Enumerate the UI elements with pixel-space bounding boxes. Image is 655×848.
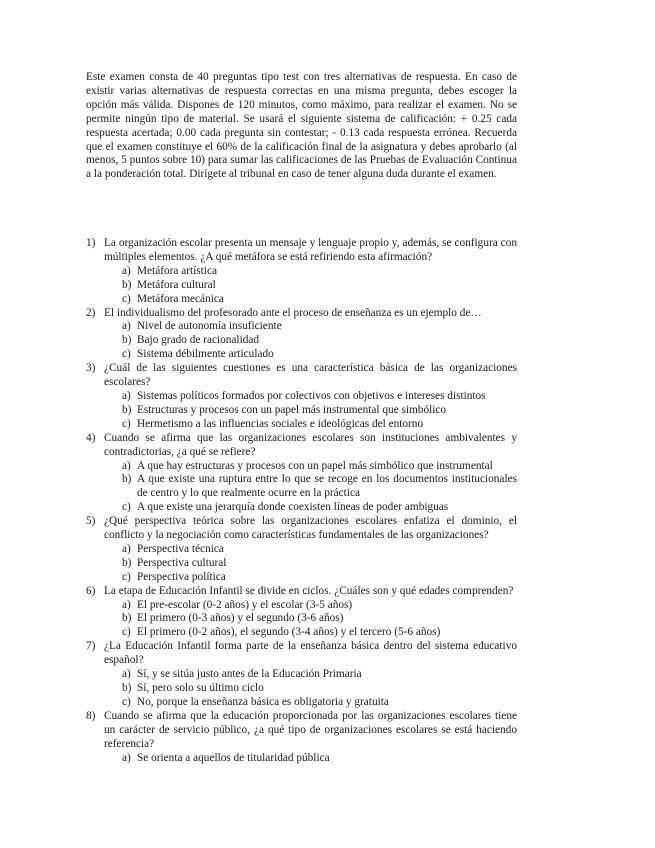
option-label: a) xyxy=(122,264,131,277)
option-text: No, porque la enseñanza básica es obligatoria y gratuita xyxy=(137,695,389,708)
option-text: El primero (0-2 años), el segundo (3-4 años) y el tercero (5-6 años) xyxy=(137,626,441,639)
option-list xyxy=(104,543,517,585)
option-a xyxy=(122,599,517,613)
question-6 xyxy=(86,585,517,641)
option-c xyxy=(122,696,517,710)
option-list xyxy=(104,752,517,766)
option-label: b) xyxy=(122,682,132,694)
option-list xyxy=(104,320,517,362)
option-text: Sistema débilmente articulado xyxy=(137,348,274,361)
option-label: c) xyxy=(122,626,131,639)
option-text: Metáfora mecánica xyxy=(137,292,224,305)
question-5 xyxy=(86,515,517,585)
option-c xyxy=(122,348,517,362)
option-text: Sí, pero solo su último ciclo xyxy=(137,682,264,694)
question-text: La organización escolar presenta un mensaje y lenguaje propio y, además, se configura con múltiples elementos. ¿A qué metáfora se está refiriendo esta afirmación? xyxy=(104,237,517,263)
question-number: 8) xyxy=(86,709,96,722)
option-a xyxy=(122,390,517,404)
question-text: El individualismo del profesorado ante el proceso de enseñanza es un ejemplo de… xyxy=(104,306,482,319)
question-2 xyxy=(86,307,517,363)
question-number: 2) xyxy=(86,306,96,319)
question-text: Cuando se afirma que la educación proporcionada por las organizaciones escolares tiene un carácter de servicio público, ¿a qué tipo de organizaciones escolares se está haciendo referencia? xyxy=(104,709,517,750)
option-label: b) xyxy=(122,556,132,569)
question-8 xyxy=(86,710,517,766)
option-text: El pre-escolar (0-2 años) y el escolar (3-5 años) xyxy=(137,598,353,611)
option-text: Sí, y se sitúa justo antes de la Educación Primaria xyxy=(137,668,362,681)
option-text: Sistemas políticos formados por colectivos con objetivos e intereses distintos xyxy=(137,389,486,402)
option-list xyxy=(104,390,517,432)
option-text: Perspectiva técnica xyxy=(137,542,224,555)
question-text: ¿Cuál de las siguientes cuestiones es una característica básica de las organizaciones escolares? xyxy=(104,362,517,389)
option-b xyxy=(122,557,517,571)
question-text: La etapa de Educación Infantil se divide en ciclos. ¿Cuáles son y qué edades comprenden? xyxy=(104,584,514,597)
question-1 xyxy=(86,237,517,307)
question-text: ¿Qué perspectiva teórica sobre las organizaciones escolares enfatiza el dominio, el conflicto y la negociación como características fundamentales de las organizaciones? xyxy=(104,515,517,542)
option-a xyxy=(122,460,517,474)
option-b xyxy=(122,334,517,348)
option-list xyxy=(104,460,517,516)
option-text: A que existe una ruptura entre lo que se recoge en los documentos institucionales de centro y lo que realmente ocurre en la práctica xyxy=(137,473,517,500)
option-c xyxy=(122,293,517,307)
option-text: Bajo grado de racionalidad xyxy=(137,334,260,347)
option-c xyxy=(122,418,517,432)
option-text: Estructuras y procesos con un papel más instrumental que simbólico xyxy=(137,403,447,416)
option-label: c) xyxy=(122,292,131,305)
option-label: a) xyxy=(122,389,131,402)
option-label: c) xyxy=(122,570,131,583)
option-label: a) xyxy=(122,320,131,333)
option-c xyxy=(122,571,517,585)
option-label: a) xyxy=(122,542,131,555)
option-b xyxy=(122,473,517,501)
option-c xyxy=(122,501,517,515)
option-text: Se orienta a aquellos de titularidad pública xyxy=(137,751,330,764)
option-label: b) xyxy=(122,334,132,347)
question-7 xyxy=(86,640,517,710)
option-list xyxy=(104,265,517,307)
option-text: Perspectiva política xyxy=(137,570,226,583)
option-b xyxy=(122,279,517,293)
option-text: Metáfora cultural xyxy=(137,278,216,291)
option-label: a) xyxy=(122,598,131,611)
question-number: 7) xyxy=(86,640,96,653)
question-4 xyxy=(86,432,517,515)
option-text: Perspectiva cultural xyxy=(137,556,227,569)
option-text: A que existe una jerarquía donde coexisten líneas de poder ambiguas xyxy=(137,501,449,514)
option-label: c) xyxy=(122,501,131,514)
option-text: A que hay estructuras y procesos con un papel más simbólico que instrumental xyxy=(137,459,493,472)
option-text: Metáfora artística xyxy=(137,264,217,277)
option-text: Nivel de autonomía insuficiente xyxy=(137,320,282,333)
option-a xyxy=(122,752,517,766)
question-number: 3) xyxy=(86,362,96,375)
question-number: 4) xyxy=(86,431,96,444)
option-label: b) xyxy=(122,403,132,416)
option-list xyxy=(104,668,517,710)
option-label: a) xyxy=(122,668,131,681)
option-a xyxy=(122,320,517,334)
question-list xyxy=(86,237,517,765)
question-text: ¿La Educación Infantil forma parte de la enseñanza básica dentro del sistema educativo español? xyxy=(104,640,517,667)
option-b xyxy=(122,682,517,696)
option-list xyxy=(104,599,517,641)
option-text: El primero (0-3 años) y el segundo (3-6 años) xyxy=(137,612,344,625)
question-number: 5) xyxy=(86,515,96,528)
question-3 xyxy=(86,362,517,432)
option-label: b) xyxy=(122,612,132,625)
exam-instructions: Este examen consta de 40 preguntas tipo test con tres alternativas de respuesta. En caso de existir varias alternativas de respuesta correctas en una misma pregunta, debes escoger la opción más válida. Dispones de 120 minutos, como máximo, para realizar el examen. No se permite ningún tipo de material. Se usará el siguiente sistema de calificación: + 0.25 cada respuesta acertada; 0.00 cada pregunta sin contestar; - 0.13 cada respuesta errónea. Recuerda que el examen constituye el 60% de la calificación final de la asignatura y debes aprobarlo (al menos, 5 puntos sobre 10) para sumar las calificaciones de las Pruebas de Evaluación Continua a la ponderación total. Dirígete al tribunal en caso de tener alguna duda durante el examen. xyxy=(86,71,517,181)
option-b xyxy=(122,404,517,418)
question-number: 6) xyxy=(86,584,96,597)
option-label: a) xyxy=(122,459,131,472)
option-label: a) xyxy=(122,751,131,764)
option-label: c) xyxy=(122,348,131,361)
option-text: Hermetismo a las influencias sociales e ideológicas del entorno xyxy=(137,417,424,430)
option-a xyxy=(122,265,517,279)
option-label: c) xyxy=(122,417,131,430)
option-c xyxy=(122,626,517,640)
question-number: 1) xyxy=(86,237,96,249)
option-a xyxy=(122,668,517,682)
option-b xyxy=(122,612,517,626)
option-a xyxy=(122,543,517,557)
option-label: c) xyxy=(122,695,131,708)
option-label: b) xyxy=(122,473,132,486)
option-label: b) xyxy=(122,278,132,291)
question-text: Cuando se afirma que las organizaciones escolares son instituciones ambivalentes y contradictorias, ¿a qué se refiere? xyxy=(104,431,517,458)
